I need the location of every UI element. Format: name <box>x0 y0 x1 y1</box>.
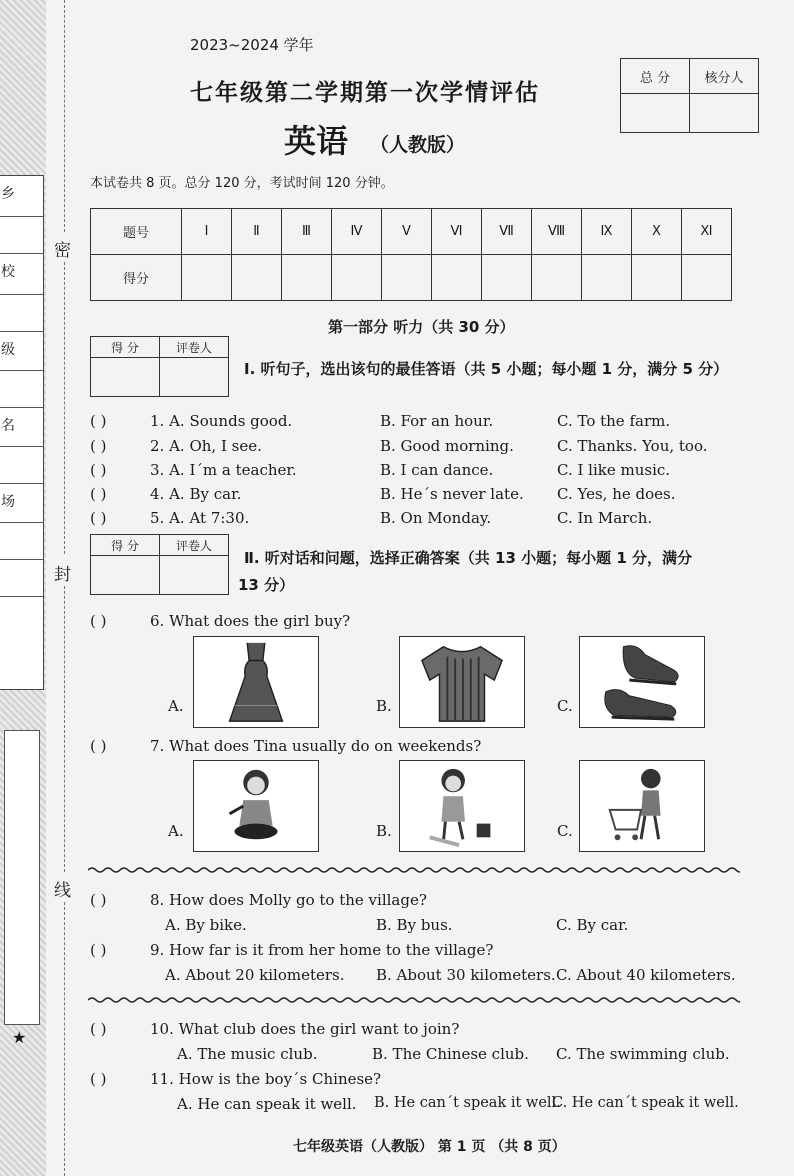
reviewer-cell[interactable] <box>160 556 229 595</box>
option-b: B. He´s never late. <box>380 485 524 503</box>
grade-col: Ⅳ <box>332 209 382 255</box>
binding-box <box>4 730 40 1025</box>
shopping-girl-icon <box>579 760 705 852</box>
grade-col: Ⅱ <box>232 209 282 255</box>
question-text: 6. What does the girl buy? <box>150 612 351 630</box>
question-2 <box>90 437 262 455</box>
score-cell[interactable] <box>582 255 632 301</box>
option-a: A. Sounds good. <box>169 412 293 430</box>
question-1 <box>90 412 292 430</box>
score-cell[interactable] <box>632 255 682 301</box>
score-cell[interactable] <box>382 255 432 301</box>
question-number: 1. <box>150 412 165 430</box>
grade-col: Ⅰ <box>182 209 232 255</box>
score-cell[interactable] <box>91 358 160 397</box>
answer-blank[interactable]: ( ) <box>90 412 107 430</box>
score-cell[interactable] <box>232 255 282 301</box>
seal-line <box>64 262 65 554</box>
picture-label: C. <box>557 697 573 715</box>
reviewer-label: 评卷人 <box>160 337 229 358</box>
option-c: C. I like music. <box>557 461 671 479</box>
question-number: 3. <box>150 461 165 479</box>
answer-blank[interactable]: ( ) <box>90 1020 107 1038</box>
answer-blank[interactable]: ( ) <box>90 509 107 527</box>
binding-field-1: 校 <box>0 254 43 295</box>
option-c: C. The swimming club. <box>556 1045 730 1063</box>
section1-score-box <box>90 336 229 397</box>
question-7 <box>90 737 481 755</box>
picture-label: A. <box>168 697 184 715</box>
option-b: B. For an hour. <box>380 412 494 430</box>
grade-col: Ⅺ <box>682 209 732 255</box>
total-score-cell[interactable] <box>621 94 690 133</box>
seal-word-feng: 封 <box>54 565 71 585</box>
score-cell[interactable] <box>182 255 232 301</box>
score-cell[interactable] <box>91 556 160 595</box>
score-label: 得 分 <box>91 535 160 556</box>
question-text: 7. What does Tina usually do on weekends? <box>150 737 482 755</box>
answer-blank[interactable]: ( ) <box>90 891 107 909</box>
question-number: 2. <box>150 437 165 455</box>
answer-blank[interactable]: ( ) <box>90 437 107 455</box>
option-a: A. He can speak it well. <box>177 1095 357 1113</box>
picture-label: B. <box>376 697 392 715</box>
option-b: B. Good morning. <box>380 437 514 455</box>
binding-field-0: 乡 <box>0 176 43 217</box>
grade-col: Ⅲ <box>282 209 332 255</box>
reviewer-cell[interactable] <box>160 358 229 397</box>
school-year: 2023~2024 学年 <box>190 36 314 54</box>
reviewer-cell[interactable] <box>690 94 759 133</box>
question-3 <box>90 461 297 479</box>
reviewer-label: 核分人 <box>690 59 759 94</box>
binding-field-blank <box>0 447 43 484</box>
exam-title: 七年级第二学期第一次学情评估 <box>190 80 540 106</box>
answer-blank[interactable]: ( ) <box>90 612 107 630</box>
section1-title: Ⅰ. 听句子，选出该句的最佳答语（共 5 小题；每小题 1 分，满分 5 分） <box>244 360 729 378</box>
grade-col: Ⅸ <box>582 209 632 255</box>
binding-field-blank <box>0 523 43 560</box>
tshirt-icon <box>399 636 525 728</box>
option-a: A. At 7:30. <box>169 509 250 527</box>
score-cell[interactable] <box>282 255 332 301</box>
star-icon: ★ <box>12 1028 27 1047</box>
grade-col: Ⅹ <box>632 209 682 255</box>
grade-col: Ⅵ <box>432 209 482 255</box>
option-b: B. On Monday. <box>380 509 492 527</box>
option-c: C. To the farm. <box>557 412 671 430</box>
question-5 <box>90 509 249 527</box>
option-c: C. In March. <box>557 509 653 527</box>
wavy-divider <box>88 866 740 874</box>
option-b: B. The Chinese club. <box>372 1045 529 1063</box>
question-text: 11. How is the boy´s Chinese? <box>150 1070 382 1088</box>
score-row-label: 得分 <box>91 255 182 301</box>
picture-label: C. <box>557 822 573 840</box>
answer-blank[interactable]: ( ) <box>90 485 107 503</box>
score-cell[interactable] <box>482 255 532 301</box>
option-b: B. About 30 kilometers. <box>376 966 556 984</box>
question-number: 5. <box>150 509 165 527</box>
option-c: C. By car. <box>556 916 629 934</box>
exam-info: 本试卷共 8 页。总分 120 分，考试时间 120 分钟。 <box>90 176 394 191</box>
seal-line <box>64 0 65 232</box>
picture-label: A. <box>168 822 184 840</box>
question-8 <box>90 891 427 909</box>
grade-col: Ⅴ <box>382 209 432 255</box>
option-a: A. I´m a teacher. <box>169 461 297 479</box>
binding-field-blank <box>0 597 43 633</box>
question-text: 9. How far is it from her home to the village? <box>150 941 494 959</box>
option-a: A. The music club. <box>177 1045 318 1063</box>
wavy-divider <box>88 996 740 1004</box>
dress-icon <box>193 636 319 728</box>
total-score-label: 总 分 <box>621 59 690 94</box>
subject-title: 英语 <box>284 122 349 160</box>
option-a: A. About 20 kilometers. <box>165 966 345 984</box>
grade-col: Ⅶ <box>482 209 532 255</box>
picture-label: B. <box>376 822 392 840</box>
question-number-label: 题号 <box>91 209 182 255</box>
option-c: C. Yes, he does. <box>557 485 676 503</box>
answer-blank[interactable]: ( ) <box>90 1070 107 1088</box>
edition-label: （人教版） <box>370 134 466 156</box>
score-cell[interactable] <box>532 255 582 301</box>
option-c: C. He can´t speak it well. <box>552 1095 739 1111</box>
seal-line <box>64 902 65 1176</box>
sneakers-icon <box>579 636 705 728</box>
binding-field-blank <box>0 371 43 408</box>
option-b: B. By bus. <box>376 916 453 934</box>
cleaning-girl-icon <box>399 760 525 852</box>
binding-field-blank <box>0 295 43 332</box>
reviewer-label: 评卷人 <box>160 535 229 556</box>
seal-word-mi: 密 <box>54 241 71 261</box>
score-cell[interactable] <box>432 255 482 301</box>
section2-title: Ⅱ. 听对话和问题，选择正确答案（共 13 小题；每小题 1 分，满分 <box>244 549 693 567</box>
score-cell[interactable] <box>332 255 382 301</box>
question-text: 10. What club does the girl want to join? <box>150 1020 460 1038</box>
question-text: 8. How does Molly go to the village? <box>150 891 427 909</box>
page-footer: 七年级英语（人教版） 第 1 页 （共 8 页） <box>293 1139 566 1155</box>
option-b: B. He can´t speak it well. <box>374 1095 561 1111</box>
question-6 <box>90 612 350 630</box>
question-9 <box>90 941 493 959</box>
binding-field-2: 级 <box>0 332 43 371</box>
answer-blank[interactable]: ( ) <box>90 941 107 959</box>
grade-table <box>90 208 732 301</box>
answer-blank[interactable]: ( ) <box>90 461 107 479</box>
option-a: A. By car. <box>169 485 242 503</box>
answer-blank[interactable]: ( ) <box>90 737 107 755</box>
option-a: A. Oh, I see. <box>169 437 262 455</box>
question-11 <box>90 1070 381 1088</box>
option-c: C. Thanks. You, too. <box>557 437 708 455</box>
score-label: 得 分 <box>91 337 160 358</box>
binding-field-4: 场 <box>0 484 43 523</box>
grade-col: Ⅷ <box>532 209 582 255</box>
part-one-heading: 第一部分 听力（共 30 分） <box>328 318 515 336</box>
score-cell[interactable] <box>682 255 732 301</box>
binding-field-blank <box>0 217 43 254</box>
binding-field-blank <box>0 560 43 597</box>
section2-score-box <box>90 534 229 595</box>
binding-field-3: 名 <box>0 408 43 447</box>
option-b: B. I can dance. <box>380 461 494 479</box>
option-a: A. By bike. <box>165 916 247 934</box>
seal-word-xian: 线 <box>54 881 71 901</box>
question-10 <box>90 1020 459 1038</box>
binding-info-fields <box>0 175 44 690</box>
section2-title-cont: 13 分） <box>238 576 295 594</box>
cooking-girl-icon <box>193 760 319 852</box>
total-score-box <box>620 58 759 133</box>
seal-line <box>64 586 65 872</box>
question-4 <box>90 485 241 503</box>
question-number: 4. <box>150 485 165 503</box>
option-c: C. About 40 kilometers. <box>556 966 736 984</box>
